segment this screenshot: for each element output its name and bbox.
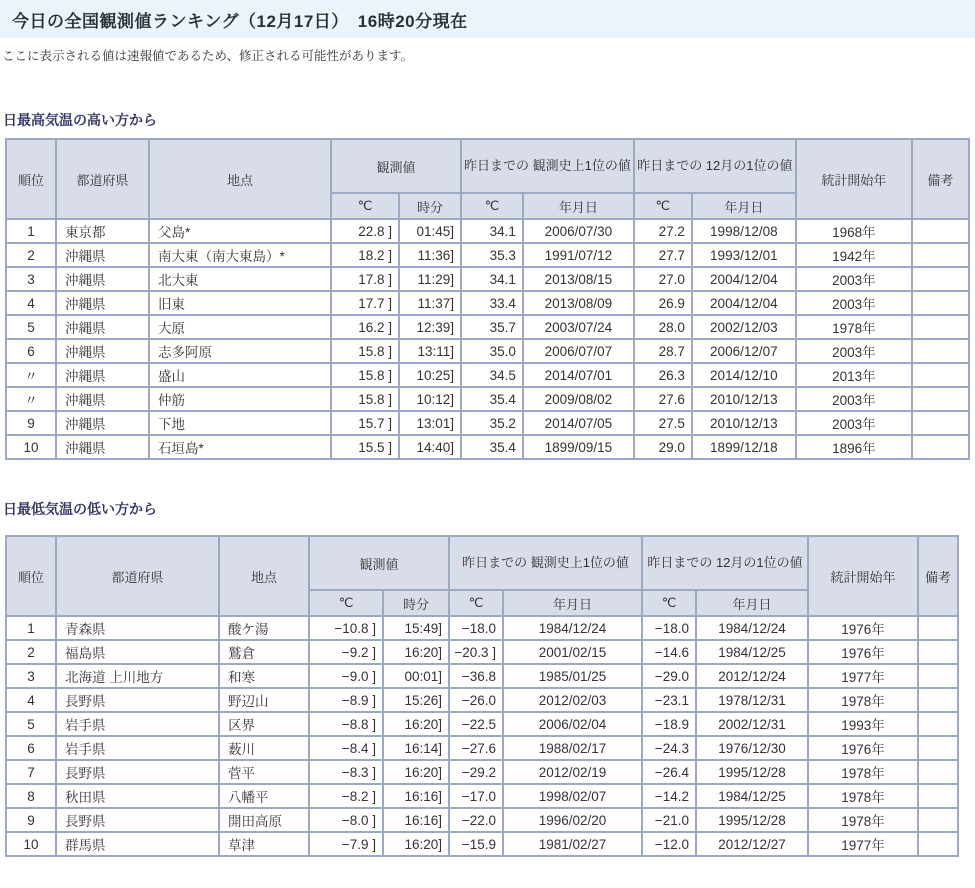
cell-record-december-temp: 27.5 [634,411,692,435]
cell-record-december-date: 1976/12/30 [696,736,808,760]
table-row [6,267,969,291]
cell-observed-time: 00:01] [383,664,449,688]
cell-record-december-date: 2002/12/03 [692,315,796,339]
col-subheader-temp-unit: ℃ [461,193,523,219]
col-header-record-alltime: 昨日までの 観測史上1位の値 [449,536,642,590]
cell-record-alltime-temp: −26.0 [449,688,503,712]
cell-record-alltime-date: 2014/07/05 [523,411,634,435]
cell-record-december-temp: −23.1 [642,688,696,712]
cell-start-year: 1978年 [808,760,918,784]
cell-observed-temp: −8.4 ] [309,736,383,760]
col-header-prefecture: 都道府県 [56,139,149,219]
cell-station: 石垣島* [149,435,331,459]
col-header-rank: 順位 [6,139,56,219]
cell-rank: 6 [6,339,56,363]
cell-record-alltime-temp: −36.8 [449,664,503,688]
cell-record-alltime-date: 2003/07/24 [523,315,634,339]
table-row [6,411,969,435]
cell-record-december-temp: 26.3 [634,363,692,387]
cell-observed-temp: 15.7 ] [331,411,399,435]
cell-record-alltime-temp: 35.3 [461,243,523,267]
table-row [6,760,958,784]
cell-observed-temp: −7.9 ] [309,832,383,856]
cell-record-december-temp: −14.2 [642,784,696,808]
cell-prefecture: 福島県 [56,640,219,664]
cell-station: 仲筋 [149,387,331,411]
cell-prefecture: 沖縄県 [56,411,149,435]
cell-station: 和寒 [219,664,309,688]
col-header-start-year: 統計開始年 [796,139,912,219]
cell-record-december-temp: 29.0 [634,435,692,459]
cell-record-alltime-date: 1991/07/12 [523,243,634,267]
cell-prefecture: 秋田県 [56,784,219,808]
max-temp-table-body [6,219,969,459]
cell-rank: 3 [6,664,56,688]
cell-record-december-date: 1984/12/24 [696,616,808,640]
cell-record-december-date: 1995/12/28 [696,808,808,832]
col-header-remarks: 備考 [912,139,969,219]
table-row [6,640,958,664]
cell-remarks [918,688,958,712]
cell-start-year: 1978年 [808,808,918,832]
cell-rank: 6 [6,736,56,760]
cell-record-december-temp: 27.7 [634,243,692,267]
cell-record-alltime-date: 2006/02/04 [503,712,642,736]
cell-start-year: 1977年 [808,832,918,856]
cell-prefecture: 長野県 [56,688,219,712]
cell-prefecture: 青森県 [56,616,219,640]
cell-record-alltime-date: 2009/08/02 [523,387,634,411]
min-temp-table-body [6,616,958,856]
cell-observed-temp: 16.2 ] [331,315,399,339]
cell-record-alltime-temp: −18.0 [449,616,503,640]
cell-record-alltime-temp: 35.0 [461,339,523,363]
cell-start-year: 1978年 [796,315,912,339]
cell-rank: 5 [6,315,56,339]
cell-record-alltime-date: 2006/07/07 [523,339,634,363]
cell-observed-time: 16:20] [383,760,449,784]
cell-record-alltime-date: 1985/01/25 [503,664,642,688]
cell-prefecture: 沖縄県 [56,435,149,459]
col-header-station: 地点 [149,139,331,219]
cell-record-december-date: 2004/12/04 [692,291,796,315]
cell-rank: 5 [6,712,56,736]
cell-prefecture: 東京都 [56,219,149,243]
table-row [6,363,969,387]
col-subheader-date: 年月日 [503,590,642,616]
table-row [6,315,969,339]
section-heading-max-temp: 日最高気温の高い方から [3,112,157,128]
cell-rank: 4 [6,291,56,315]
cell-record-december-temp: 28.0 [634,315,692,339]
table-row [6,616,958,640]
cell-remarks [918,808,958,832]
cell-observed-time: 16:20] [383,832,449,856]
cell-record-alltime-date: 1981/02/27 [503,832,642,856]
cell-rank: 10 [6,435,56,459]
max-temp-table [5,138,970,460]
col-header-observed: 観測値 [309,536,449,590]
cell-record-alltime-date: 1998/02/07 [503,784,642,808]
cell-observed-time: 10:25] [399,363,461,387]
col-header-record-alltime: 昨日までの 観測史上1位の値 [461,139,634,193]
cell-start-year: 2013年 [796,363,912,387]
cell-observed-temp: 18.2 ] [331,243,399,267]
col-subheader-temp-unit: ℃ [634,193,692,219]
cell-station: 酸ケ湯 [219,616,309,640]
cell-record-december-temp: −12.0 [642,832,696,856]
col-header-record-december: 昨日までの 12月の1位の値 [634,139,796,193]
cell-start-year: 1978年 [808,784,918,808]
table-row [6,435,969,459]
cell-start-year: 1976年 [808,736,918,760]
cell-start-year: 1976年 [808,616,918,640]
cell-record-alltime-date: 1899/09/15 [523,435,634,459]
cell-station: 下地 [149,411,331,435]
col-subheader-time: 時分 [399,193,461,219]
cell-station: 旧東 [149,291,331,315]
min-temp-table [5,535,959,857]
cell-start-year: 1968年 [796,219,912,243]
cell-record-december-temp: −18.9 [642,712,696,736]
cell-observed-time: 14:40] [399,435,461,459]
cell-prefecture: 沖縄県 [56,267,149,291]
cell-rank: 9 [6,411,56,435]
cell-remarks [912,267,969,291]
cell-rank: 〃 [6,387,56,411]
cell-prefecture: 沖縄県 [56,315,149,339]
cell-prefecture: 北海道 上川地方 [56,664,219,688]
cell-station: 区界 [219,712,309,736]
cell-record-december-date: 1984/12/25 [696,784,808,808]
cell-observed-temp: 17.8 ] [331,267,399,291]
col-subheader-date: 年月日 [692,193,796,219]
cell-record-december-temp: −26.4 [642,760,696,784]
preliminary-note: ここに表示される値は速報値であるため、修正される可能性があります。 [2,49,414,63]
cell-record-december-date: 1993/12/01 [692,243,796,267]
cell-observed-time: 11:36] [399,243,461,267]
cell-station: 開田高原 [219,808,309,832]
cell-station: 菅平 [219,760,309,784]
cell-record-alltime-date: 2012/02/19 [503,760,642,784]
cell-record-december-temp: −29.0 [642,664,696,688]
cell-observed-temp: 15.8 ] [331,363,399,387]
cell-prefecture: 沖縄県 [56,339,149,363]
cell-prefecture: 沖縄県 [56,387,149,411]
table-row [6,219,969,243]
cell-station: 草津 [219,832,309,856]
cell-rank: 1 [6,219,56,243]
cell-observed-temp: −8.9 ] [309,688,383,712]
cell-remarks [918,712,958,736]
cell-remarks [918,784,958,808]
cell-record-december-date: 1998/12/08 [692,219,796,243]
cell-prefecture: 沖縄県 [56,243,149,267]
cell-start-year: 1993年 [808,712,918,736]
cell-remarks [918,832,958,856]
cell-start-year: 1976年 [808,640,918,664]
cell-start-year: 1896年 [796,435,912,459]
cell-remarks [918,664,958,688]
cell-record-alltime-temp: 33.4 [461,291,523,315]
cell-record-december-temp: −14.6 [642,640,696,664]
cell-observed-time: 10:12] [399,387,461,411]
cell-start-year: 1942年 [796,243,912,267]
cell-observed-temp: −9.0 ] [309,664,383,688]
cell-record-alltime-date: 1984/12/24 [503,616,642,640]
cell-observed-time: 12:39] [399,315,461,339]
cell-observed-temp: 15.8 ] [331,339,399,363]
col-header-start-year: 統計開始年 [808,536,918,616]
cell-record-alltime-temp: 35.2 [461,411,523,435]
cell-rank: 4 [6,688,56,712]
cell-record-december-date: 1978/12/31 [696,688,808,712]
cell-record-december-date: 1899/12/18 [692,435,796,459]
cell-record-december-temp: −24.3 [642,736,696,760]
cell-record-december-date: 1984/12/25 [696,640,808,664]
cell-record-december-date: 2004/12/04 [692,267,796,291]
cell-observed-time: 11:37] [399,291,461,315]
cell-record-december-date: 2012/12/24 [696,664,808,688]
cell-start-year: 1977年 [808,664,918,688]
cell-record-december-temp: 27.0 [634,267,692,291]
cell-station: 北大東 [149,267,331,291]
cell-record-december-temp: −21.0 [642,808,696,832]
col-header-observed: 観測値 [331,139,461,193]
cell-record-december-temp: 26.9 [634,291,692,315]
cell-observed-temp: 15.5 ] [331,435,399,459]
col-header-prefecture: 都道府県 [56,536,219,616]
cell-rank: 〃 [6,363,56,387]
cell-station: 薮川 [219,736,309,760]
cell-remarks [918,760,958,784]
cell-record-december-date: 2006/12/07 [692,339,796,363]
cell-rank: 2 [6,640,56,664]
col-subheader-date: 年月日 [523,193,634,219]
page-title-bar [0,0,975,38]
cell-observed-time: 15:26] [383,688,449,712]
cell-prefecture: 沖縄県 [56,291,149,315]
cell-station: 父島* [149,219,331,243]
table-row [6,664,958,688]
table-row [6,387,969,411]
cell-record-alltime-temp: −22.0 [449,808,503,832]
cell-start-year: 2003年 [796,291,912,315]
cell-prefecture: 群馬県 [56,832,219,856]
cell-station: 野辺山 [219,688,309,712]
cell-prefecture: 長野県 [56,760,219,784]
cell-record-december-date: 2010/12/13 [692,387,796,411]
cell-rank: 1 [6,616,56,640]
section-heading-min-temp: 日最低気温の低い方から [3,501,157,517]
cell-record-december-temp: 28.7 [634,339,692,363]
cell-record-december-date: 1995/12/28 [696,760,808,784]
cell-prefecture: 沖縄県 [56,363,149,387]
cell-rank: 3 [6,267,56,291]
cell-remarks [912,363,969,387]
col-header-station: 地点 [219,536,309,616]
cell-station: 南大東（南大東島）* [149,243,331,267]
cell-observed-time: 16:20] [383,640,449,664]
table-row [6,832,958,856]
cell-observed-temp: 17.7 ] [331,291,399,315]
table-row [6,243,969,267]
cell-record-alltime-temp: 35.4 [461,435,523,459]
cell-record-alltime-temp: 34.1 [461,219,523,243]
cell-observed-temp: 22.8 ] [331,219,399,243]
cell-start-year: 1978年 [808,688,918,712]
cell-record-alltime-date: 1988/02/17 [503,736,642,760]
cell-record-alltime-date: 1996/02/20 [503,808,642,832]
cell-remarks [912,387,969,411]
cell-remarks [918,736,958,760]
cell-remarks [918,616,958,640]
table-row [6,291,969,315]
cell-observed-temp: −8.8 ] [309,712,383,736]
col-subheader-date: 年月日 [696,590,808,616]
cell-record-alltime-date: 2006/07/30 [523,219,634,243]
cell-remarks [912,339,969,363]
cell-record-december-date: 2014/12/10 [692,363,796,387]
cell-record-december-temp: 27.6 [634,387,692,411]
cell-observed-time: 16:16] [383,784,449,808]
cell-start-year: 2003年 [796,267,912,291]
cell-record-alltime-temp: −22.5 [449,712,503,736]
cell-record-alltime-date: 2014/07/01 [523,363,634,387]
cell-observed-time: 13:01] [399,411,461,435]
cell-observed-time: 01:45] [399,219,461,243]
cell-rank: 9 [6,808,56,832]
cell-record-alltime-temp: −27.6 [449,736,503,760]
cell-observed-time: 11:29] [399,267,461,291]
cell-observed-time: 15:49] [383,616,449,640]
page-title: 今日の全国観測値ランキング（12月17日） 16時20分現在 [12,11,468,31]
cell-record-alltime-temp: −15.9 [449,832,503,856]
cell-remarks [918,640,958,664]
cell-observed-temp: −9.2 ] [309,640,383,664]
cell-start-year: 2003年 [796,339,912,363]
cell-rank: 10 [6,832,56,856]
cell-start-year: 2003年 [796,387,912,411]
cell-record-alltime-temp: 35.7 [461,315,523,339]
cell-observed-temp: −10.8 ] [309,616,383,640]
cell-station: 大原 [149,315,331,339]
cell-observed-temp: −8.2 ] [309,784,383,808]
cell-prefecture: 岩手県 [56,712,219,736]
cell-prefecture: 岩手県 [56,736,219,760]
cell-observed-temp: −8.0 ] [309,808,383,832]
cell-station: 盛山 [149,363,331,387]
cell-remarks [912,315,969,339]
cell-record-december-temp: −18.0 [642,616,696,640]
col-subheader-time: 時分 [383,590,449,616]
cell-remarks [912,219,969,243]
cell-observed-temp: −8.3 ] [309,760,383,784]
cell-record-alltime-date: 2001/02/15 [503,640,642,664]
cell-record-december-temp: 27.2 [634,219,692,243]
cell-record-alltime-date: 2013/08/09 [523,291,634,315]
cell-remarks [912,435,969,459]
cell-observed-time: 13:11] [399,339,461,363]
cell-start-year: 2003年 [796,411,912,435]
cell-record-alltime-temp: −29.2 [449,760,503,784]
cell-record-alltime-temp: 35.4 [461,387,523,411]
table-row [6,712,958,736]
table-row [6,339,969,363]
cell-remarks [912,243,969,267]
cell-remarks [912,411,969,435]
cell-observed-time: 16:14] [383,736,449,760]
table-row [6,688,958,712]
cell-record-alltime-temp: −20.3 ] [449,640,503,664]
cell-prefecture: 長野県 [56,808,219,832]
col-header-remarks: 備考 [918,536,958,616]
cell-record-alltime-temp: 34.1 [461,267,523,291]
cell-record-december-date: 2010/12/13 [692,411,796,435]
cell-record-alltime-date: 2013/08/15 [523,267,634,291]
col-header-rank: 順位 [6,536,56,616]
cell-rank: 8 [6,784,56,808]
cell-observed-time: 16:16] [383,808,449,832]
cell-station: 志多阿原 [149,339,331,363]
cell-station: 鷲倉 [219,640,309,664]
cell-rank: 7 [6,760,56,784]
col-subheader-temp-unit: ℃ [309,590,383,616]
col-subheader-temp-unit: ℃ [331,193,399,219]
cell-remarks [912,291,969,315]
cell-record-alltime-date: 2012/02/03 [503,688,642,712]
col-header-record-december: 昨日までの 12月の1位の値 [642,536,808,590]
cell-record-alltime-temp: 34.5 [461,363,523,387]
cell-record-alltime-temp: −17.0 [449,784,503,808]
table-row [6,784,958,808]
col-subheader-temp-unit: ℃ [449,590,503,616]
cell-record-december-date: 2012/12/27 [696,832,808,856]
col-subheader-temp-unit: ℃ [642,590,696,616]
cell-record-december-date: 2002/12/31 [696,712,808,736]
cell-station: 八幡平 [219,784,309,808]
cell-observed-time: 16:20] [383,712,449,736]
table-row [6,736,958,760]
table-row [6,808,958,832]
cell-rank: 2 [6,243,56,267]
cell-observed-temp: 15.8 ] [331,387,399,411]
